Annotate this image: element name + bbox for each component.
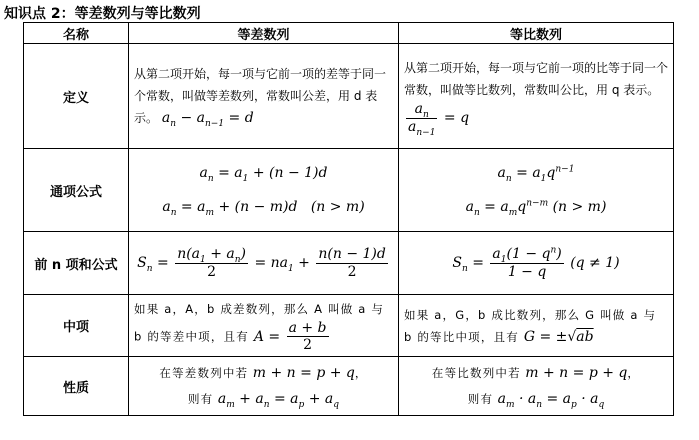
sum-arithmetic-formula: $S_n$ = $\frac{n(a_1 + a_n)}{2}$ = $na_1$ + $\frac{n(n - 1)d}{2}$ bbox=[137, 246, 386, 280]
section-heading: 知识点 2：等差数列与等比数列 bbox=[4, 6, 201, 22]
sum-geometric-condition: (q ≠ 1) bbox=[570, 255, 620, 271]
table-row bbox=[24, 44, 674, 149]
definition-geometric-cell bbox=[399, 44, 674, 149]
property-arithmetic-line-1: 在等差数列中若 m + n = p + q， bbox=[159, 365, 368, 381]
definition-arithmetic-cell bbox=[129, 44, 399, 149]
middle-arithmetic-formula: A = $\frac{a + b}{2}$ bbox=[253, 319, 327, 353]
middle-arithmetic-text: 如果 a，A，b 成差数列，那么 A 叫做 a 与 b 的等差中项，且有 bbox=[134, 301, 385, 344]
table-row bbox=[24, 357, 674, 416]
definition-arithmetic-formula: $a_n - a_{n-1} = d$ bbox=[161, 110, 254, 129]
table-row bbox=[24, 149, 674, 232]
general-term-arithmetic-formula-2: $a_n = a_m + (n - m)d$ (n > m) bbox=[162, 199, 365, 218]
general-term-geometric-cell bbox=[399, 149, 674, 232]
row-name-definition: 定义 bbox=[24, 44, 129, 149]
property-geometric-line-2: 则有 $a_m \cdot a_n = a_p \cdot a_q$ bbox=[467, 391, 605, 410]
row-name-general-term: 通项公式 bbox=[24, 149, 129, 232]
column-header-arithmetic: 等差数列 bbox=[129, 23, 399, 44]
property-arithmetic-line-2: 则有 $a_m + a_n = a_p + a_q$ bbox=[187, 391, 340, 410]
definition-geometric-text: 从第二项开始，每一项与它前一项的比等于同一个常数，叫做等比数列，常数叫公比，用 q 表示。 bbox=[404, 61, 669, 98]
header-row bbox=[24, 23, 674, 44]
table-row bbox=[24, 295, 674, 357]
general-term-arithmetic-condition: (n > m) bbox=[310, 199, 365, 215]
general-term-geometric-condition: (n > m) bbox=[552, 199, 607, 215]
general-term-geometric-formula-1: $a_n = a_1q^{n-1}$ bbox=[497, 164, 575, 184]
property-arithmetic-cell bbox=[129, 357, 399, 416]
sum-geometric-formula: $S_n$ = $\frac{a_1(1 - q^n)}{1 - q}$ (q ≠ 1) bbox=[452, 245, 620, 280]
column-header-geometric: 等比数列 bbox=[399, 23, 674, 44]
comparison-table bbox=[23, 22, 674, 416]
middle-geometric-cell bbox=[399, 295, 674, 357]
definition-arithmetic-text: 从第二项开始，每一项与它前一项的差等于同一个常数，叫做等差数列，常数叫公差，用 d 表示。 bbox=[134, 67, 387, 125]
row-name-property: 性质 bbox=[24, 357, 129, 416]
property-geometric-line-1: 在等比数列中若 m + n = p + q， bbox=[431, 365, 641, 381]
table-row bbox=[24, 232, 674, 295]
middle-geometric-text: 如果 a，G，b 成比数列，那么 G 叫做 a 与 b 的等比中项，且有 bbox=[404, 307, 657, 344]
column-header-name: 名称 bbox=[24, 23, 129, 44]
middle-geometric-formula: G = ±√ab bbox=[523, 328, 594, 345]
row-name-sum: 前 n 项和公式 bbox=[24, 232, 129, 295]
middle-arithmetic-cell bbox=[129, 295, 399, 357]
sum-geometric-cell bbox=[399, 232, 674, 295]
property-geometric-cell bbox=[399, 357, 674, 416]
general-term-arithmetic-formula-1: $a_n = a_1 + (n - 1)d$ bbox=[199, 165, 328, 184]
sum-arithmetic-cell bbox=[129, 232, 399, 295]
general-term-arithmetic-cell bbox=[129, 149, 399, 232]
general-term-geometric-formula-2: $a_n = a_mq^{n-m}$ (n > m) bbox=[465, 198, 607, 218]
definition-geometric-formula: $\frac{a_n}{a_{n-1}}$ = q bbox=[408, 101, 470, 138]
row-name-middle: 中项 bbox=[24, 295, 129, 357]
